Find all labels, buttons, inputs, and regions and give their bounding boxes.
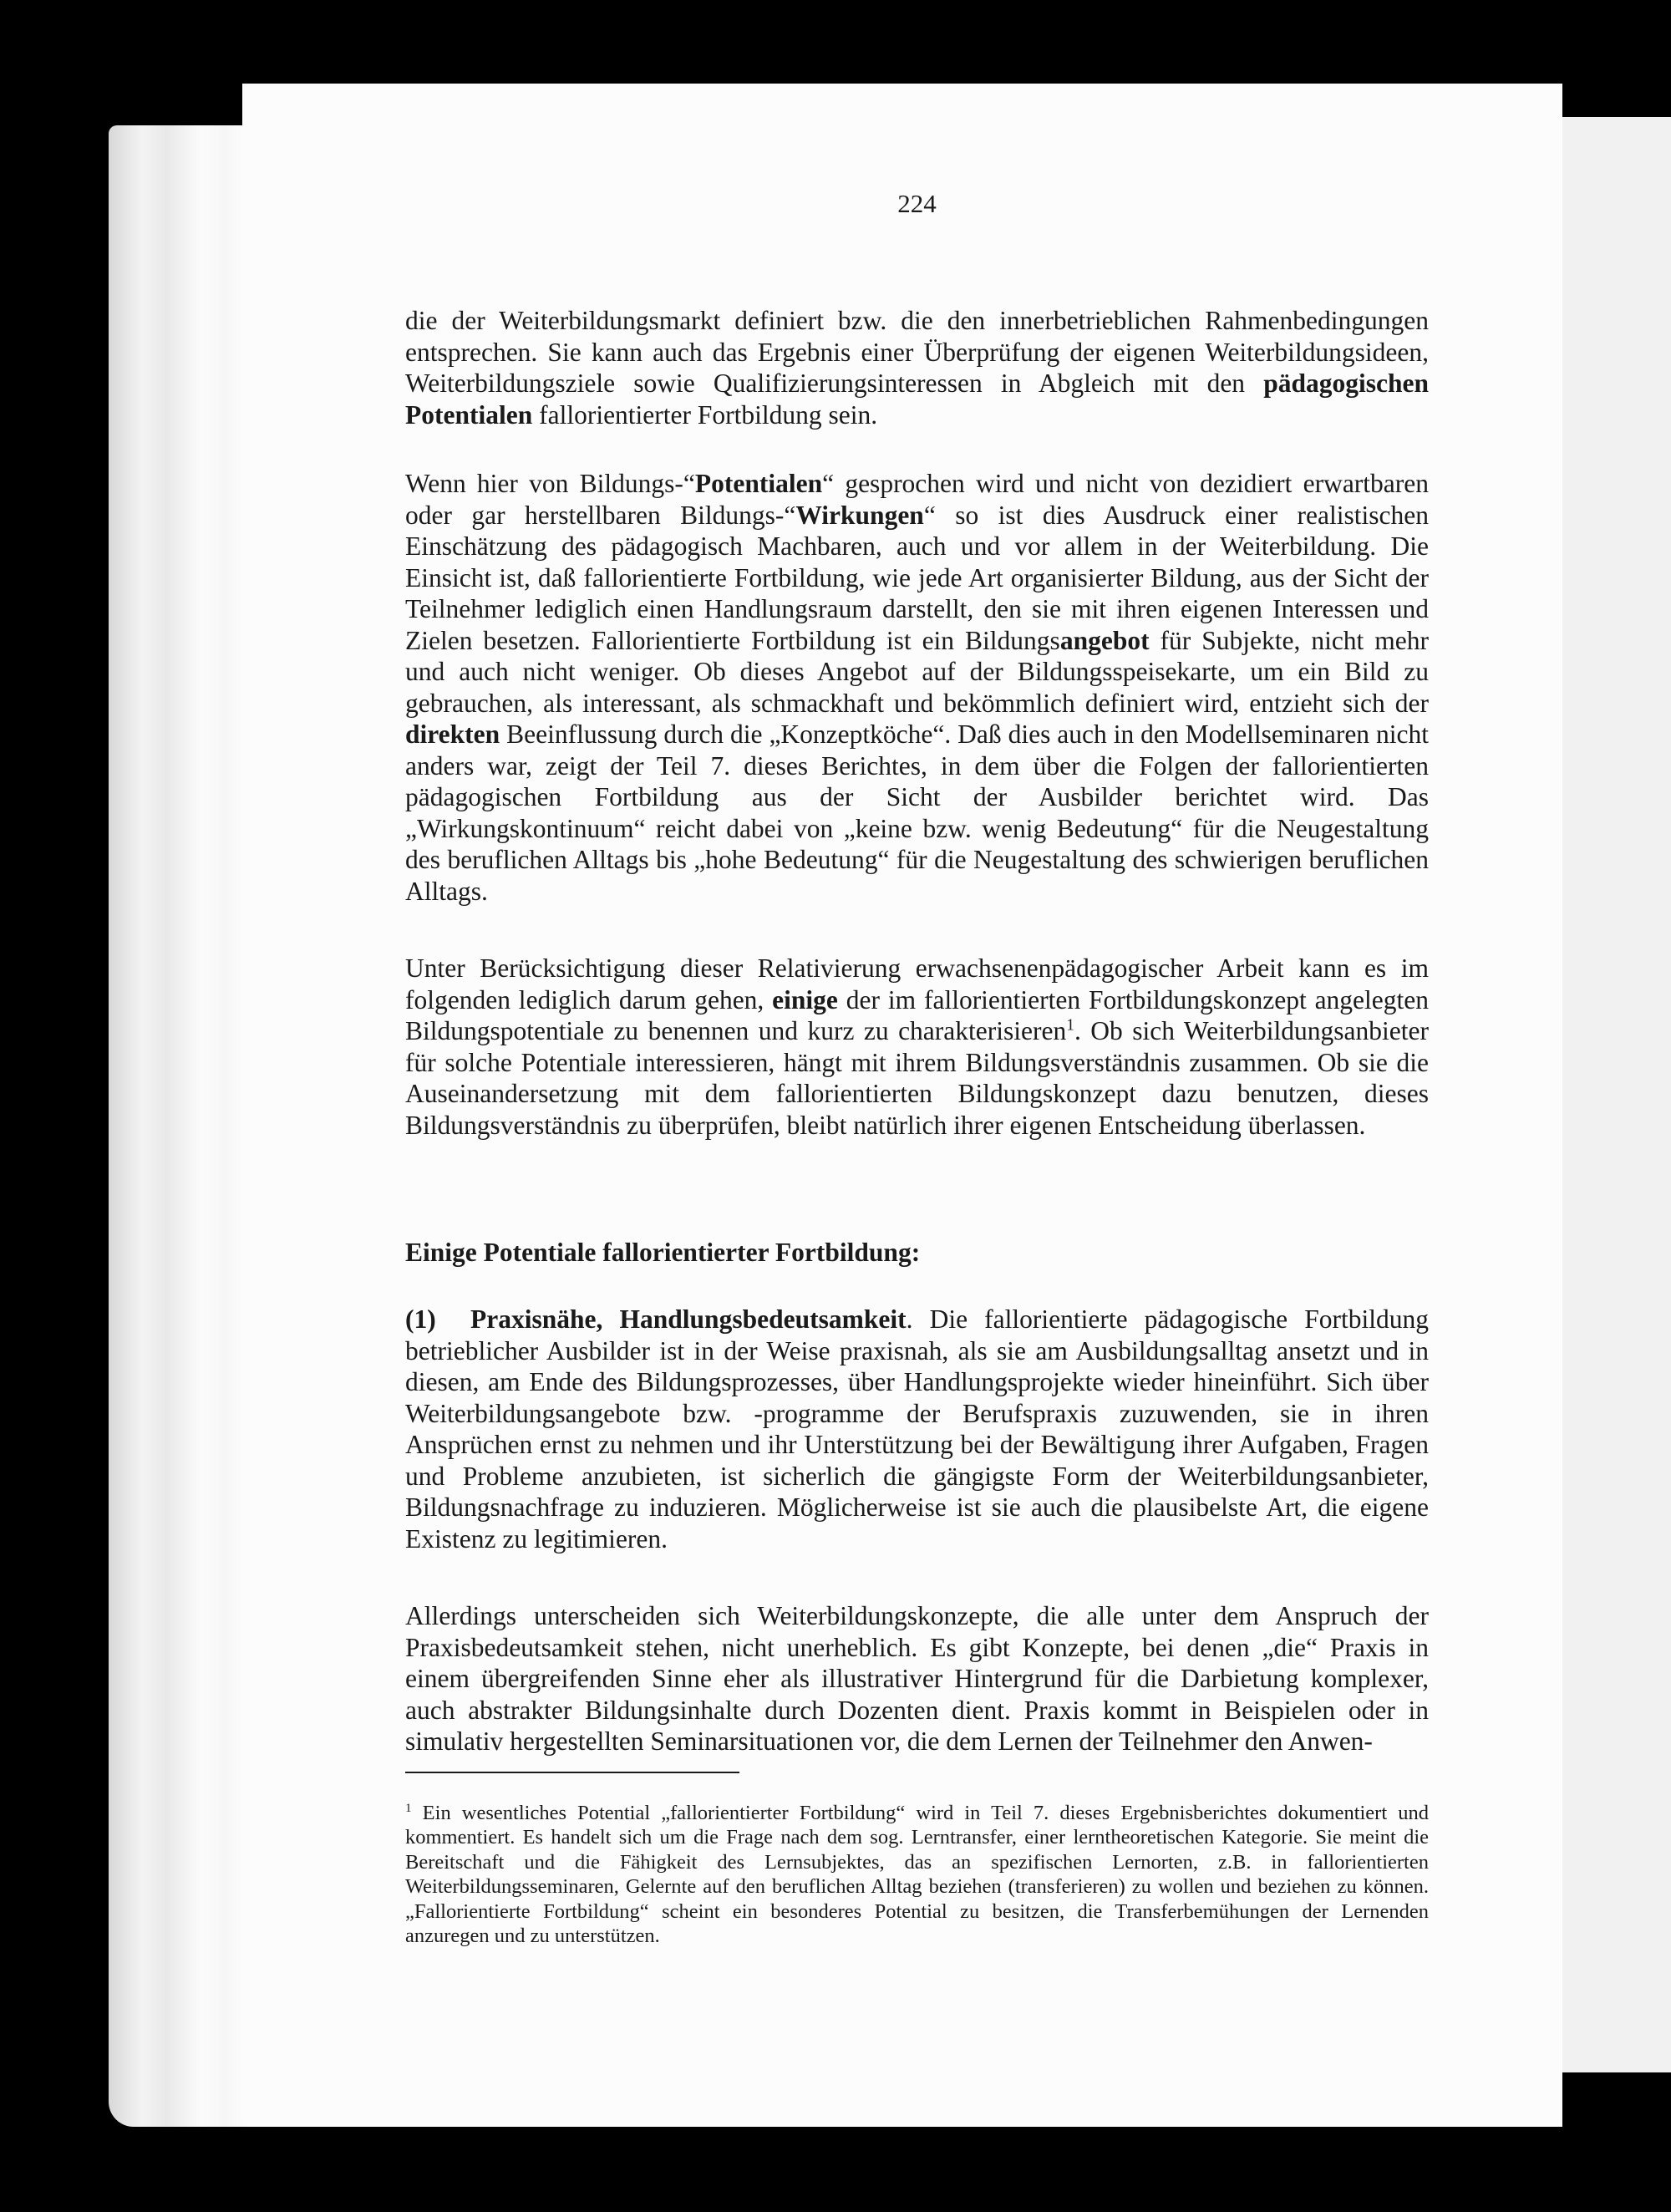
paragraph-2-text-c: “ so ist dies Ausdruck einer realistischen Einschätzung des pädagogisch Machbaren, auch und vor allem in der Weiterbildung. Die Einsicht ist, daß fallorientierte Fortbildung, wie jede Art organisierter Bildung, aus der Sicht der Teilnehmer lediglich einen Handlungsraum darstellt, den sie mit ihren eigenen Interessen und Zielen besetzen. Fallorientierte Fortbildung ist ein Bildungs: [405, 500, 1429, 655]
paragraph-2-bold-b: Wirkungen: [795, 500, 924, 530]
paragraph-5: Allerdings unterscheiden sich Weiterbildungskonzepte, die alle unter dem Anspruch der Praxisbedeutsamkeit stehen, nicht unerheblich. Es gibt Konzepte, bei denen „die“ Praxis in einem übergreifenden Sinne eher als illustrativer Hintergrund für die Darbietung komplexer, auch abstrakter Bildungsinhalte durch Dozenten dient. Praxis kommt in Beispielen oder in simulativ hergestellten Seminarsituationen vor, die dem Lernen der Teilnehmer den Anwen-: [405, 1601, 1429, 1756]
page-number: 224: [897, 189, 937, 218]
paragraph-1: [405, 305, 1429, 430]
item-title: Praxisnähe, Handlungsbedeutsamkeit: [470, 1304, 907, 1334]
item-number: (1): [405, 1304, 436, 1334]
paragraph-1-text-a: die der Weiterbildungsmarkt definiert bzw. die den innerbetrieblichen Rahmenbedingungen entsprechen. Sie kann auch das Ergebnis einer Überprüfung der eigenen Weiterbildungsideen, Weiterbildungsziele sowie Qualifizierungsinteressen in Abgleich mit den: [405, 306, 1429, 398]
paragraph-2-text-e: Beeinflussung durch die „Konzeptköche“. Daß dies auch in den Modellseminaren nicht anders war, zeigt der Teil 7. dieses Berichtes, in dem über die Folgen der fallorientierten pädagogischen Fortbildung aus der Sicht der Ausbilder berichtet wird. Das „Wirkungskontinuum“ reicht dabei von „keine bzw. wenig Bedeutung“ für die Neugestaltung des beruflichen Alltags bis „hohe Bedeutung“ für die Neugestaltung des schwierigen beruflichen Alltags.: [405, 720, 1429, 906]
paragraph-2-text-d: für Subjekte, nicht mehr und auch nicht weniger. Ob dieses Angebot auf der Bildungsspeisekarte, um ein Bild zu gebrauchen, als interessant, als schmackhaft und bekömmlich definiert wird, entzieht sich der: [405, 625, 1430, 718]
paragraph-2-text-b: “ gesprochen wird und nicht von dezidiert erwartbaren oder gar herstellbaren Bildungs-“: [405, 469, 1430, 530]
paragraph-3-text-a: Unter Berücksichtigung dieser Relativierung erwachsenenpädagogischer Arbeit kann es im folgenden lediglich darum gehen,: [405, 953, 1429, 1014]
footnote-rule: [405, 1772, 739, 1773]
paragraph-1-text-b: fallorientierter Fortbildung sein.: [532, 399, 878, 430]
paragraph-2-bold-d: direkten: [405, 720, 500, 749]
paragraph-4-text: . Die fallorientierte pädagogische Fortbildung betrieblicher Ausbilder ist in der Weise praxisnah, als sie am Ausbildungsalltag ansetzt und in diesen, am Ende des Bildungsprozesses, über Handlungsprojekte wieder hineinführt. Sich über Weiterbildungsangebote bzw. -programme der Berufspraxis zuzuwenden, sie in ihren Ansprüchen ernst zu nehmen und ihr Unterstützung bei der Bewältigung ihrer Aufgaben, Fragen und Probleme anzubieten, ist sicherlich die gängigste Form der Weiterbildungsanbieter, Bildungsnachfrage zu induzieren. Möglicherweise ist sie auch die plausibelste Art, die eigene Existenz zu legitimieren.: [405, 1304, 1429, 1553]
paragraph-3: [405, 953, 1429, 1141]
paragraph-4: [405, 1304, 1429, 1554]
paragraph-2: [405, 468, 1429, 907]
footnote-text: Ein wesentliches Potential „fallorientierter Fortbildung“ wird in Teil 7. dieses Ergebnisberichtes dokumentiert und kommentiert. Es handelt sich um die Frage nach dem sog. Lerntransfer, einer lerntheoretischen Kategorie. Sie meint die Bereitschaft und die Fähigkeit des Lernsubjektes, das an spezifischen Lernorten, z.B. in fallorientierten Weiterbildungsseminaren, Gelernte auf den beruflichen Alltag beziehen (transferieren) zu wollen und beziehen zu können. „Fallorientierte Fortbildung“ scheint ein besonderes Potential zu besitzen, die Transferbemühungen der Lernenden anzuregen und zu unterstützen.: [405, 1801, 1429, 1947]
paragraph-2-text-a: Wenn hier von Bildungs-“: [405, 469, 695, 498]
footnote: [405, 1801, 1429, 1949]
section-heading: Einige Potentiale fallorientierter Fortbildung:: [405, 1238, 921, 1267]
paragraph-2-bold-c: angebot: [1059, 625, 1150, 655]
facing-page-edge: [1550, 117, 1671, 2072]
footnote-ref-1: 1: [1066, 1016, 1074, 1035]
paragraph-1-bold-a: pädagogischen Potentialen: [405, 369, 1429, 430]
paragraph-2-bold-a: Potentialen: [694, 469, 823, 498]
paragraph-3-bold-a: einige: [772, 984, 838, 1014]
paragraph-3-text-b: der im fallorientierten Fortbildungskonzept angelegten Bildungspotentiale zu benennen und kurz zu charakterisieren: [405, 984, 1430, 1045]
paragraph-3-text-c: . Ob sich Weiterbildungsanbieter für solche Potentiale interessieren, hängt mit ihrem Bildungsverständnis zusammen. Ob sie die Auseinandersetzung mit dem fallorientierten Bildungskonzept dazu benutzen, dieses Bildungsverständnis zu überprüfen, bleibt natürlich ihrer eigenen Entscheidung überlassen.: [405, 1016, 1429, 1140]
footnote-marker: 1: [405, 1800, 412, 1815]
